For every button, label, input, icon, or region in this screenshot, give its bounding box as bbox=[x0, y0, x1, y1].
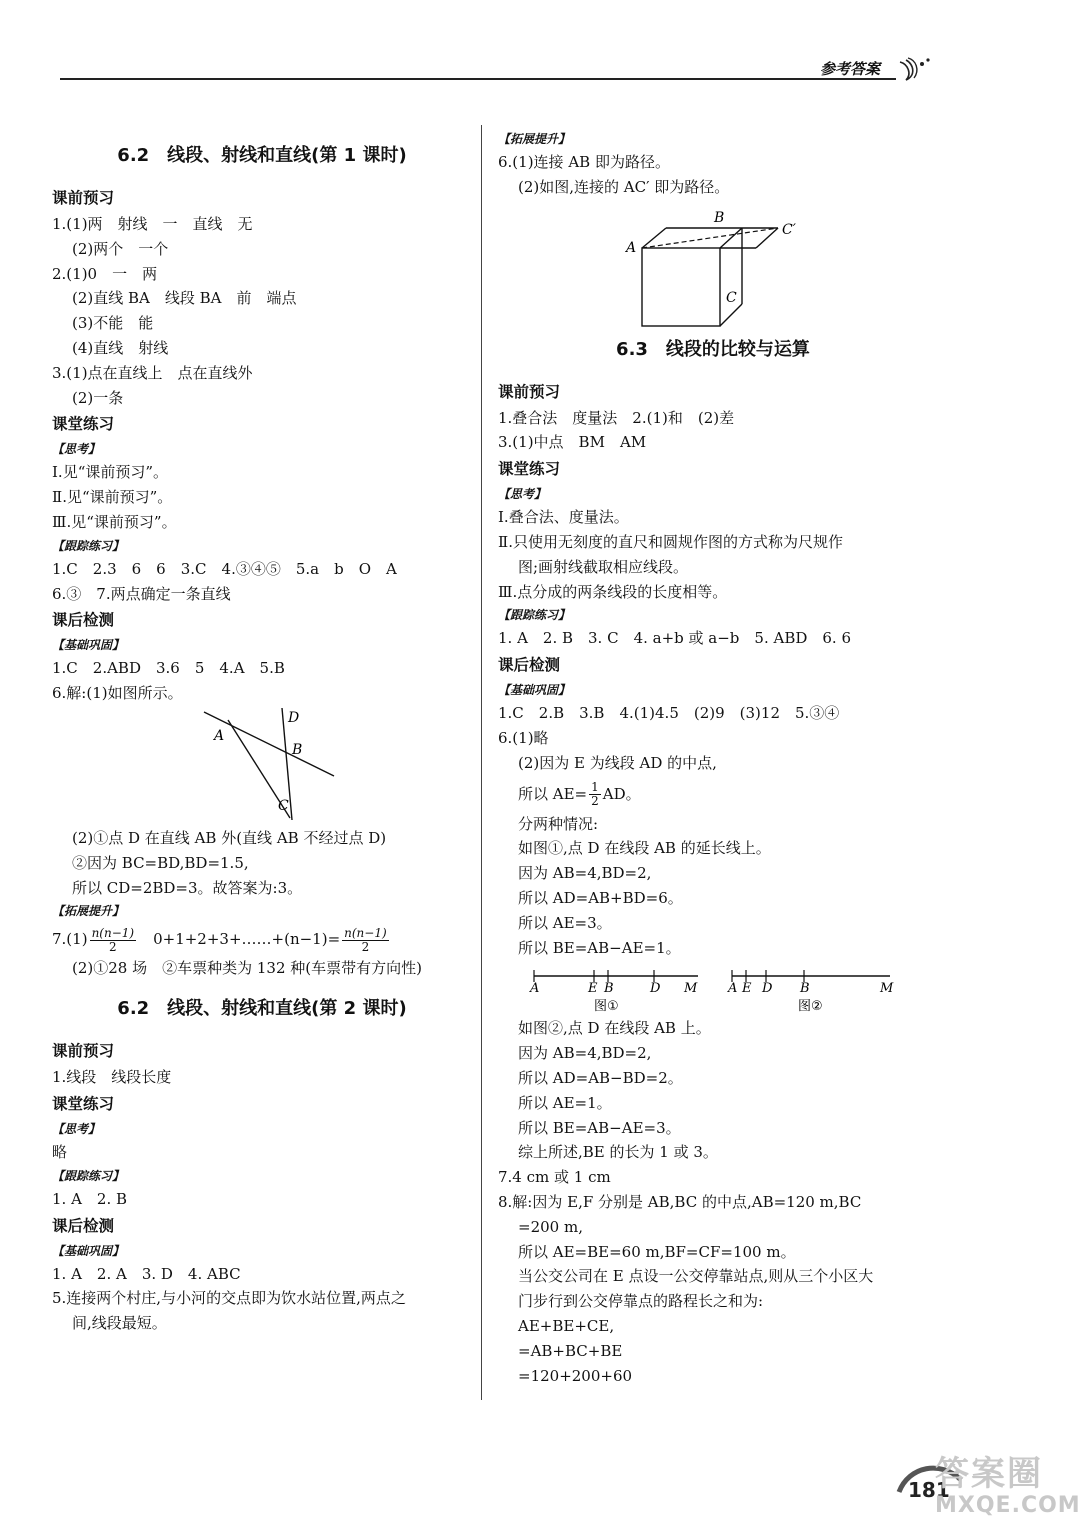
right-column bbox=[498, 128, 928, 1388]
fraction: $\frac{n(n-1)}{2}$ bbox=[91, 925, 135, 954]
watermark-line1: 答案圈 bbox=[935, 1454, 1043, 1494]
subsection-tag: 【基础巩固】 bbox=[52, 1243, 125, 1258]
answer-line: Ⅲ.见“课前预习”。 bbox=[52, 512, 177, 531]
subsection-tag: 【拓展提升】 bbox=[52, 904, 125, 919]
answer-line: ②因为 BC=BD,BD=1.5, bbox=[72, 853, 249, 872]
answer-line: (2)直线 BA 线段 BA 前 端点 bbox=[72, 289, 297, 308]
fig2-label-cp: C′ bbox=[782, 221, 796, 238]
answer-line: 1.线段 线段长度 bbox=[52, 1068, 172, 1087]
answer-line: 6.(1)连接 AB 即为路径。 bbox=[498, 153, 670, 171]
answer-line-fraction: 7.(1) $\frac{n(n-1)}{2}$ 0+1+2+3+……+(n−1)= $\frac{n(n-1)}{2}$ bbox=[52, 925, 387, 954]
fig3a-label-a: A bbox=[530, 981, 540, 997]
subsection-tag: 【思考】 bbox=[52, 1121, 101, 1136]
watermark bbox=[935, 1455, 1081, 1519]
answer-line: 如图②,点 D 在线段 AB 上。 bbox=[518, 1019, 711, 1038]
fig3b-label-m: M bbox=[880, 981, 894, 997]
fig3a-label-m: M bbox=[684, 981, 698, 997]
fig3b-label-a: A bbox=[728, 981, 738, 997]
header-rule bbox=[60, 78, 896, 80]
answer-line: Ⅰ.叠合法、度量法。 bbox=[498, 508, 629, 527]
answer-line: (2)如图,连接的 AC′ 即为路径。 bbox=[518, 177, 730, 196]
answer-line: (2)一条 bbox=[72, 388, 124, 407]
figure-cube-path bbox=[498, 200, 928, 330]
answer-line: 分两种情况: bbox=[518, 814, 599, 833]
fig3a-label-e: E bbox=[588, 981, 598, 997]
answer-line: 1.C 2.B 3.B 4.(1)4.5 (2)9 (3)12 5.③④ bbox=[498, 704, 840, 723]
answer-line: Ⅱ.见“课前预习”。 bbox=[52, 488, 173, 507]
answer-line: 3.(1)中点 BM AM bbox=[498, 433, 647, 452]
answer-line: 门步行到公交停靠点的路程长之和为: bbox=[518, 1292, 764, 1311]
answer-line: 6.解:(1)如图所示。 bbox=[52, 684, 183, 703]
fraction: $\frac{1}{2}$ bbox=[591, 780, 599, 809]
answer-line: (2)两个 一个 bbox=[72, 239, 169, 258]
section-title: 6.2 线段、射线和直线(第 1 课时) bbox=[117, 145, 407, 166]
answer-line: 综上所述,BE 的长为 1 或 3。 bbox=[518, 1143, 718, 1162]
fig3a-label-b: B bbox=[604, 981, 614, 997]
fig3a-label-d: D bbox=[650, 981, 661, 997]
answer-line: 因为 AB=4,BD=2, bbox=[518, 864, 652, 883]
answer-line: =200 m, bbox=[518, 1217, 583, 1236]
left-column bbox=[52, 142, 472, 1336]
answer-line: 所以 AD=AB−BD=2。 bbox=[518, 1068, 683, 1087]
answer-line: 1.C 2.ABD 3.6 5 4.A 5.B bbox=[52, 659, 285, 678]
answer-line: 所以 CD=2BD=3。故答案为:3。 bbox=[72, 878, 303, 897]
answer-line: 6.(1)略 bbox=[498, 728, 549, 747]
section-title: 6.2 线段、射线和直线(第 2 课时) bbox=[117, 998, 407, 1020]
fig1-label-d: D bbox=[288, 709, 300, 726]
answer-line: =AB+BC+BE bbox=[518, 1341, 623, 1360]
answer-line: =120+200+60 bbox=[518, 1366, 633, 1385]
answer-line: 略 bbox=[52, 1142, 68, 1161]
answer-line-fraction: 所以 AE= $\frac{1}{2}$ AD。 bbox=[518, 780, 641, 809]
fig1-label-c: C bbox=[278, 797, 289, 814]
fraction: $\frac{n(n-1)}{2}$ bbox=[344, 925, 387, 954]
answer-line: Ⅰ.见“课前预习”。 bbox=[52, 463, 169, 482]
subsection-tag: 【跟踪练习】 bbox=[52, 538, 125, 553]
answer-line: 所以 AE=3。 bbox=[518, 913, 612, 932]
answer-line: 8.解:因为 E,F 分别是 AB,BC 的中点,AB=120 m,BC bbox=[498, 1192, 862, 1211]
category-heading: 课堂练习 bbox=[52, 415, 115, 434]
category-heading: 课后检测 bbox=[498, 656, 561, 675]
answer-line: 所以 AE=BE=60 m,BF=CF=100 m。 bbox=[518, 1242, 796, 1261]
answer-line: AE+BE+CE, bbox=[518, 1316, 615, 1335]
answer-line: (4)直线 射线 bbox=[72, 338, 169, 357]
answer-line: (3)不能 能 bbox=[72, 314, 154, 333]
fig2-label-b: B bbox=[714, 209, 725, 226]
answer-line: 2.(1)0 一 两 bbox=[52, 264, 158, 283]
fig3a-caption: 图① bbox=[594, 999, 619, 1015]
figure-segment-cases bbox=[498, 960, 928, 1016]
fig1-label-a: A bbox=[214, 727, 225, 744]
answer-line: 所以 AE=1。 bbox=[518, 1093, 612, 1112]
category-heading: 课堂练习 bbox=[498, 460, 561, 479]
figure-lines-abcd bbox=[52, 706, 472, 826]
category-heading: 课后检测 bbox=[52, 611, 115, 630]
answer-line: 7.4 cm 或 1 cm bbox=[498, 1168, 611, 1187]
fig2-label-c: C bbox=[726, 289, 737, 306]
answer-line: (2)①28 场 ②车票种类为 132 种(车票带有方向性) bbox=[72, 959, 422, 978]
category-heading: 课前预习 bbox=[498, 382, 561, 401]
answer-line: 当公交公司在 E 点设一公交停靠站点,则从三个小区大 bbox=[518, 1267, 874, 1286]
subsection-tag: 【思考】 bbox=[498, 487, 547, 502]
answer-line: 1.叠合法 度量法 2.(1)和 (2)差 bbox=[498, 408, 735, 427]
fig3b-label-b: B bbox=[800, 981, 810, 997]
watermark-line2: MXQE.COM bbox=[935, 1493, 1081, 1518]
answer-line: (2)因为 E 为线段 AD 的中点, bbox=[518, 753, 717, 772]
answer-line: 3.(1)点在直线上 点在直线外 bbox=[52, 363, 253, 382]
answer-line: 因为 AB=4,BD=2, bbox=[518, 1044, 652, 1063]
subsection-tag: 【跟踪练习】 bbox=[498, 608, 571, 623]
page-number: 181 bbox=[908, 1478, 950, 1502]
category-heading: 课后检测 bbox=[52, 1216, 115, 1235]
fig3b-label-d: D bbox=[762, 981, 773, 997]
answer-line: 1.(1)两 射线 一 直线 无 bbox=[52, 215, 253, 233]
answer-line: 所以 BE=AB−AE=1。 bbox=[518, 938, 681, 957]
subsection-tag: 【拓展提升】 bbox=[498, 132, 571, 146]
fig3b-label-e: E bbox=[742, 981, 752, 997]
column-divider bbox=[481, 125, 482, 1400]
answer-line: 1. A 2. B 3. C 4. a+b 或 a−b 5. ABD 6. 6 bbox=[498, 629, 851, 648]
subsection-tag: 【跟踪练习】 bbox=[52, 1168, 125, 1183]
answer-line: 6.③ 7.两点确定一条直线 bbox=[52, 584, 231, 603]
answer-line: 1. A 2. A 3. D 4. ABC bbox=[52, 1264, 241, 1283]
category-heading: 课前预习 bbox=[52, 189, 115, 207]
answer-line: Ⅲ.点分成的两条线段的长度相等。 bbox=[498, 582, 728, 601]
swoosh-decoration-icon bbox=[898, 50, 938, 86]
answer-line: 所以 BE=AB−AE=3。 bbox=[518, 1118, 681, 1137]
answer-line: 如图①,点 D 在线段 AB 的延长线上。 bbox=[518, 839, 771, 858]
fig1-label-b: B bbox=[292, 741, 303, 758]
answer-line: Ⅱ.只使用无刻度的直尺和圆规作图的方式称为尺规作 bbox=[498, 532, 843, 551]
category-heading: 课前预习 bbox=[52, 1042, 115, 1061]
category-heading: 课堂练习 bbox=[52, 1094, 115, 1113]
answer-line: 1. A 2. B bbox=[52, 1189, 128, 1208]
answer-line: (2)①点 D 在直线 AB 外(直线 AB 不经过点 D) bbox=[72, 828, 387, 847]
subsection-tag: 【基础巩固】 bbox=[498, 683, 571, 698]
answer-line: 1.C 2.3 6 6 3.C 4.③④⑤ 5.a b O A bbox=[52, 559, 397, 578]
answer-line: 间,线段最短。 bbox=[72, 1314, 167, 1333]
section-title: 6.3 线段的比较与运算 bbox=[616, 338, 810, 360]
fig3b-caption: 图② bbox=[798, 999, 823, 1015]
fig2-label-a: A bbox=[626, 239, 637, 256]
answer-line: 5.连接两个村庄,与小河的交点即为饮水站位置,两点之 bbox=[52, 1289, 406, 1308]
subsection-tag: 【思考】 bbox=[52, 442, 101, 457]
header-label: 参考答案 bbox=[820, 60, 881, 78]
subsection-tag: 【基础巩固】 bbox=[52, 638, 125, 653]
answer-line: 图;画射线截取相应线段。 bbox=[518, 557, 689, 576]
answer-line: 所以 AD=AB+BD=6。 bbox=[518, 888, 683, 907]
